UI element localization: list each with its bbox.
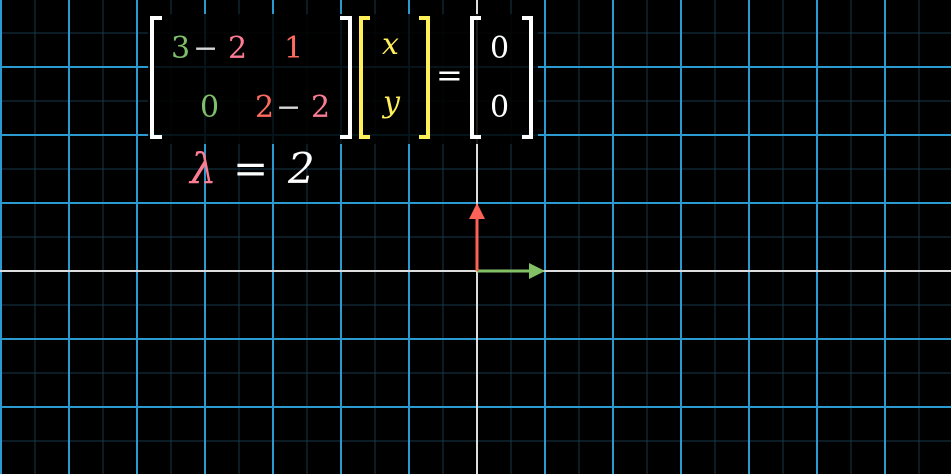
matrix-r1c1-lambda: 2 (228, 31, 248, 66)
result-bottom: 0 (490, 90, 510, 125)
matrix-left-bracket (152, 18, 162, 137)
xy-vector-left-bracket (361, 18, 370, 137)
matrix-r1c1-base: 3 (171, 31, 191, 66)
lambda-equals: = (233, 144, 269, 193)
vector-x: x (382, 27, 399, 62)
matrix-r1c1-minus: − (193, 31, 219, 66)
equation-equals: = (436, 56, 463, 94)
xy-vector-right-bracket (419, 18, 428, 137)
lambda-value: 2 (288, 144, 315, 193)
matrix-r1c2: 1 (284, 31, 304, 66)
matrix-right-bracket (340, 18, 350, 137)
zero-vector-left-bracket (472, 18, 481, 137)
vector-y: y (383, 85, 400, 120)
lambda-symbol: λ (190, 144, 217, 193)
zero-vector-right-bracket (522, 18, 531, 137)
matrix-r2c2-lambda: 2 (311, 90, 331, 125)
matrix-r2c2-minus: − (276, 90, 302, 125)
matrix-r2c2-base: 2 (255, 90, 275, 125)
matrix-r2c1: 0 (200, 90, 220, 125)
result-top: 0 (490, 31, 510, 66)
